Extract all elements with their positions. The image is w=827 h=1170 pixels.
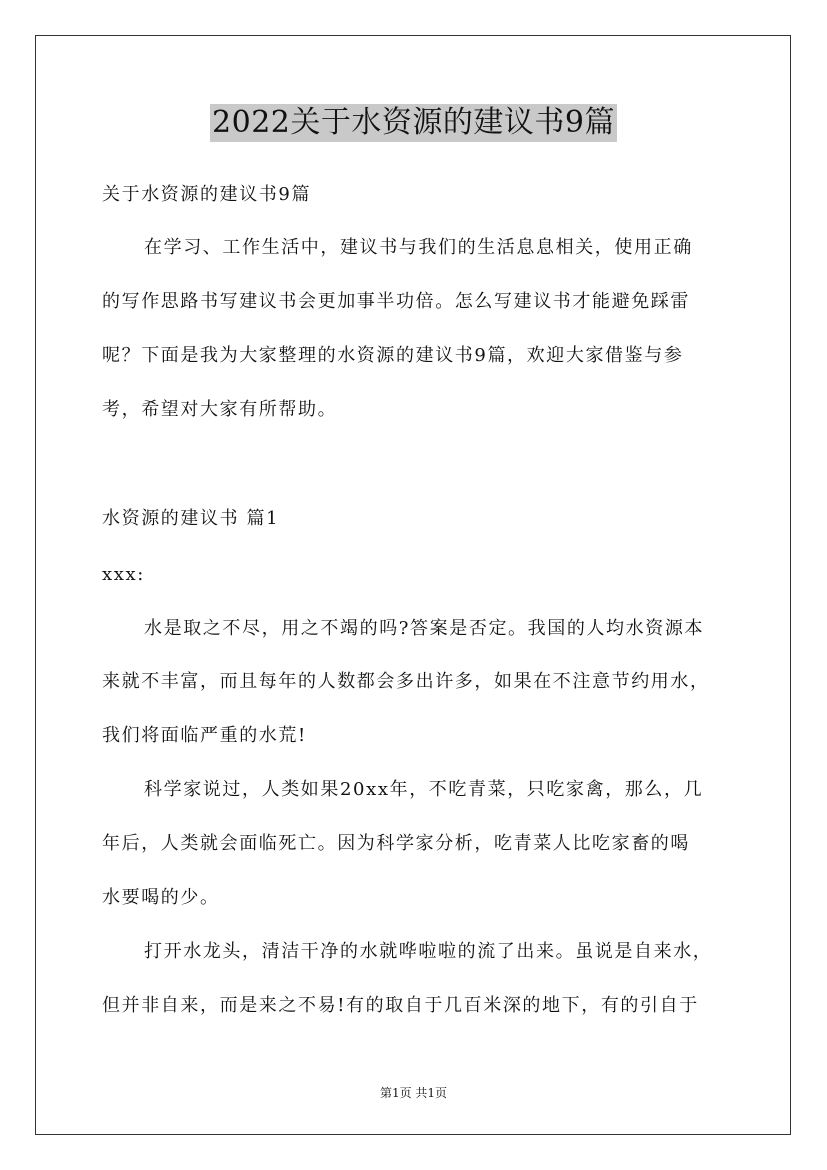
body-line-3: 我们将面临严重的水荒! bbox=[102, 725, 307, 746]
body-line-6: 水要喝的少。 bbox=[102, 887, 220, 908]
document-title: 2022关于水资源的建议书9篇 bbox=[212, 105, 615, 140]
body-line-8: 但并非自来，而是来之不易!有的取自于几百米深的地下，有的引自于 bbox=[102, 995, 699, 1016]
page-number-footer: 第1页 共1页 bbox=[379, 1086, 448, 1100]
intro-line-4: 考，希望对大家有所帮助。 bbox=[102, 399, 338, 420]
section-heading: 水资源的建议书 篇1 bbox=[102, 508, 280, 529]
intro-line-3: 呢？下面是我为大家整理的水资源的建议书9篇，欢迎大家借鉴与参 bbox=[102, 345, 684, 366]
salutation: xxx: bbox=[102, 564, 145, 585]
body-line-4: 科学家说过，人类如果20xx年，不吃青菜，只吃家禽，那么，几 bbox=[144, 779, 704, 800]
intro-line-2: 的写作思路书写建议书会更加事半功倍。怎么写建议书才能避免踩雷 bbox=[102, 291, 690, 312]
body-line-1: 水是取之不尽，用之不竭的吗?答案是否定。我国的人均水资源本 bbox=[144, 618, 705, 639]
body-line-2: 来就不丰富，而且每年的人数都会多出许多，如果在不注意节约用水， bbox=[102, 671, 710, 692]
body-line-5: 年后，人类就会面临死亡。因为科学家分析，吃青菜人比吃家畜的喝 bbox=[102, 833, 690, 854]
body-line-7: 打开水龙头，清洁干净的水就哗啦啦的流了出来。虽说是自来水， bbox=[144, 941, 713, 962]
intro-line-1: 在学习、工作生活中，建议书与我们的生活息息相关，使用正确 bbox=[144, 237, 693, 258]
subtitle-line: 关于水资源的建议书9篇 bbox=[102, 184, 312, 205]
title-container bbox=[0, 104, 827, 142]
